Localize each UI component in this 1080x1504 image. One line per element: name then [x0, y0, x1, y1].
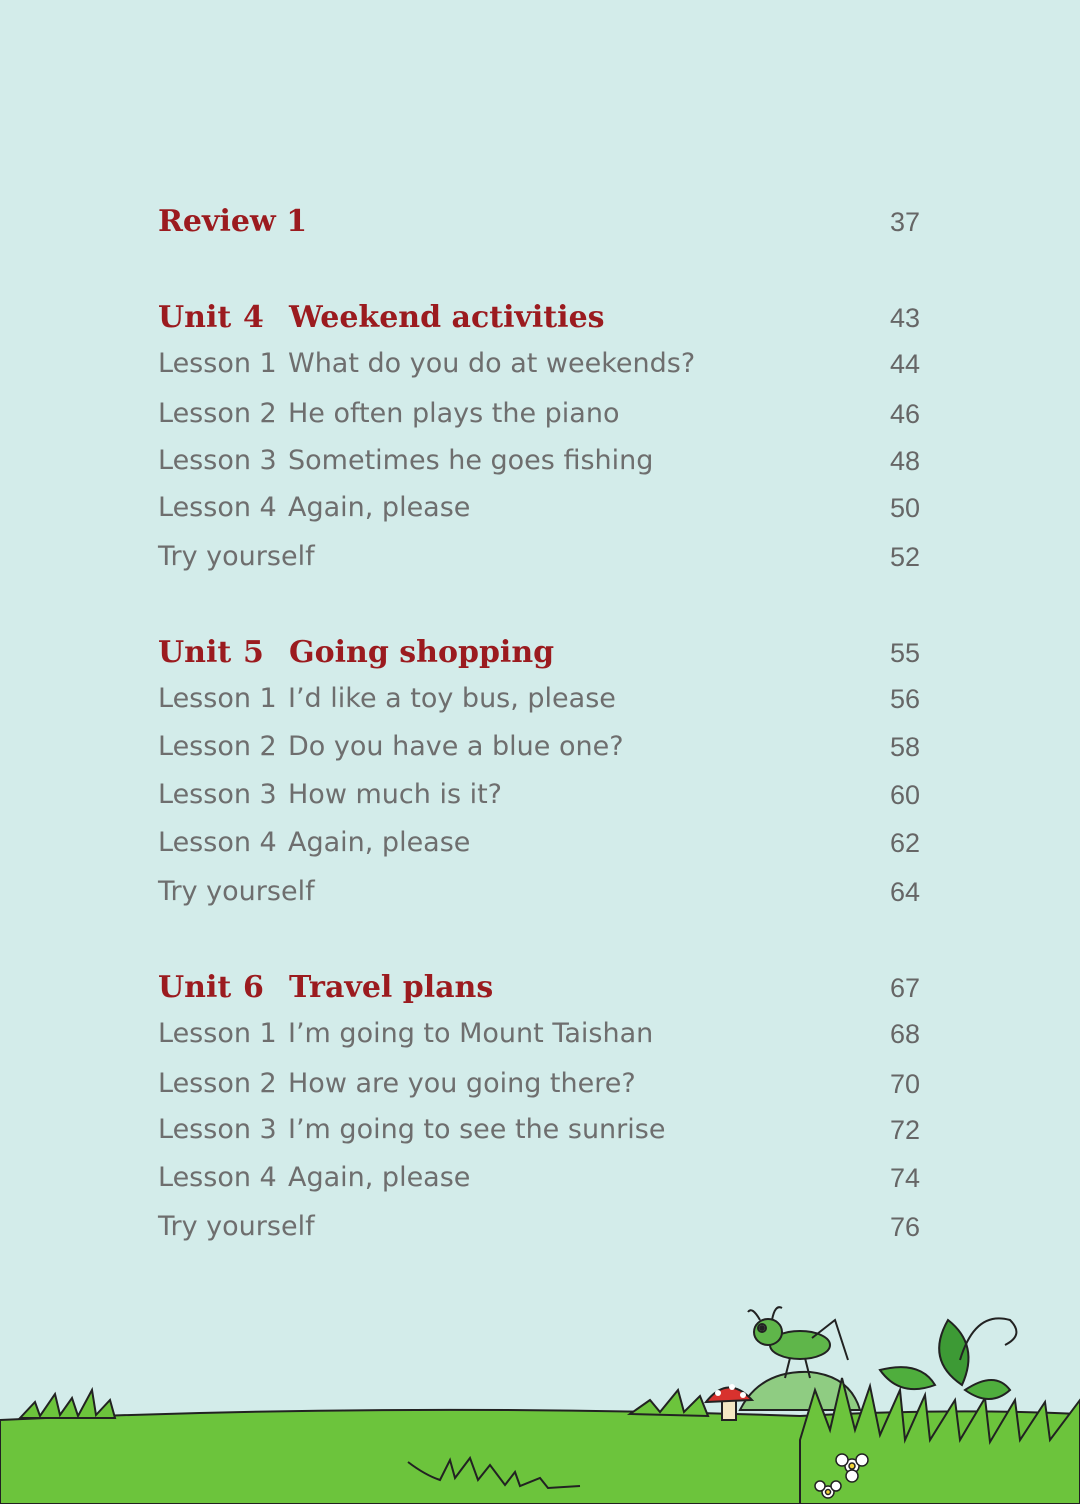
lesson-number: Lesson 2: [158, 1068, 277, 1099]
toc-try-yourself-row[interactable]: [158, 1205, 920, 1249]
grasshopper-icon: [748, 1307, 848, 1378]
lesson-number: Lesson 2: [158, 398, 277, 429]
lesson-page-number: 68: [889, 1019, 920, 1049]
lesson-title: Again, please: [288, 827, 471, 858]
toc-lesson-row[interactable]: [158, 392, 920, 436]
lesson-page-number: 50: [889, 493, 920, 523]
lesson-title: Do you have a blue one?: [288, 731, 624, 762]
lesson-page-number: 72: [889, 1115, 920, 1145]
toc-unit-row[interactable]: [158, 966, 920, 1010]
grass-scene-illustration: [0, 1290, 1080, 1504]
lesson-page-number: 60: [889, 780, 920, 810]
lesson-title: Again, please: [288, 492, 471, 523]
leaf-icon: [880, 1318, 1016, 1399]
lesson-page-number: 58: [889, 732, 920, 762]
toc-lesson-row[interactable]: [158, 342, 920, 386]
grass-icon: [20, 1390, 115, 1418]
toc-lesson-row[interactable]: [158, 773, 920, 817]
unit-title: Going shopping: [289, 635, 555, 670]
lesson-page-number: 62: [889, 828, 920, 858]
toc-unit-row[interactable]: [158, 296, 920, 340]
try-yourself-title: Try yourself: [158, 541, 315, 572]
unit-number: 5: [243, 635, 264, 670]
lesson-title: He often plays the piano: [288, 398, 620, 429]
lesson-page-number: 52: [889, 542, 920, 572]
lesson-page-number: 64: [889, 877, 920, 907]
toc-lesson-row[interactable]: [158, 1012, 920, 1056]
toc-lesson-row[interactable]: [158, 1156, 920, 1200]
unit-page-number: 67: [889, 973, 920, 1003]
lesson-number: Lesson 1: [158, 1018, 277, 1049]
lesson-page-number: 70: [889, 1069, 920, 1099]
toc-try-yourself-row[interactable]: [158, 535, 920, 579]
lesson-title: How much is it?: [288, 779, 503, 810]
unit-title: Travel plans: [289, 970, 494, 1005]
lesson-title: Sometimes he goes fishing: [288, 445, 654, 476]
lesson-page-number: 48: [889, 446, 920, 476]
unit-word: Unit: [158, 970, 232, 1005]
toc-lesson-row[interactable]: [158, 1062, 920, 1106]
review-title: Review 1: [158, 204, 308, 239]
lesson-page-number: 44: [889, 349, 920, 379]
toc-lesson-row[interactable]: [158, 677, 920, 721]
try-yourself-title: Try yourself: [158, 876, 315, 907]
toc-review-row[interactable]: [158, 200, 920, 244]
lesson-title: I’d like a toy bus, please: [288, 683, 616, 714]
lesson-number: Lesson 3: [158, 1114, 277, 1145]
toc-try-yourself-row[interactable]: [158, 870, 920, 914]
toc-lesson-row[interactable]: [158, 1108, 920, 1152]
toc-lesson-row[interactable]: [158, 725, 920, 769]
unit-number: 6: [243, 970, 264, 1005]
lesson-number: Lesson 3: [158, 779, 277, 810]
unit-word: Unit: [158, 300, 232, 335]
lesson-title: I’m going to see the sunrise: [288, 1114, 666, 1145]
lesson-number: Lesson 1: [158, 348, 277, 379]
lesson-number: Lesson 4: [158, 1162, 277, 1193]
lesson-number: Lesson 3: [158, 445, 277, 476]
lesson-title: How are you going there?: [288, 1068, 636, 1099]
unit-title: Weekend activities: [289, 300, 605, 335]
toc-lesson-row[interactable]: [158, 486, 920, 530]
lesson-page-number: 56: [889, 684, 920, 714]
lesson-title: What do you do at weekends?: [288, 348, 696, 379]
lesson-number: Lesson 2: [158, 731, 277, 762]
unit-word: Unit: [158, 635, 232, 670]
lesson-page-number: 74: [889, 1163, 920, 1193]
toc-lesson-row[interactable]: [158, 439, 920, 483]
unit-page-number: 55: [889, 638, 920, 668]
lesson-number: Lesson 1: [158, 683, 277, 714]
try-yourself-title: Try yourself: [158, 1211, 315, 1242]
lesson-number: Lesson 4: [158, 492, 277, 523]
unit-number: 4: [243, 300, 264, 335]
lesson-page-number: 76: [889, 1212, 920, 1242]
unit-page-number: 43: [889, 303, 920, 333]
lesson-number: Lesson 4: [158, 827, 277, 858]
lesson-title: I’m going to Mount Taishan: [288, 1018, 654, 1049]
toc-lesson-row[interactable]: [158, 821, 920, 865]
toc-unit-row[interactable]: [158, 631, 920, 675]
lesson-page-number: 46: [889, 399, 920, 429]
review-page-number: 37: [889, 207, 920, 237]
lesson-title: Again, please: [288, 1162, 471, 1193]
